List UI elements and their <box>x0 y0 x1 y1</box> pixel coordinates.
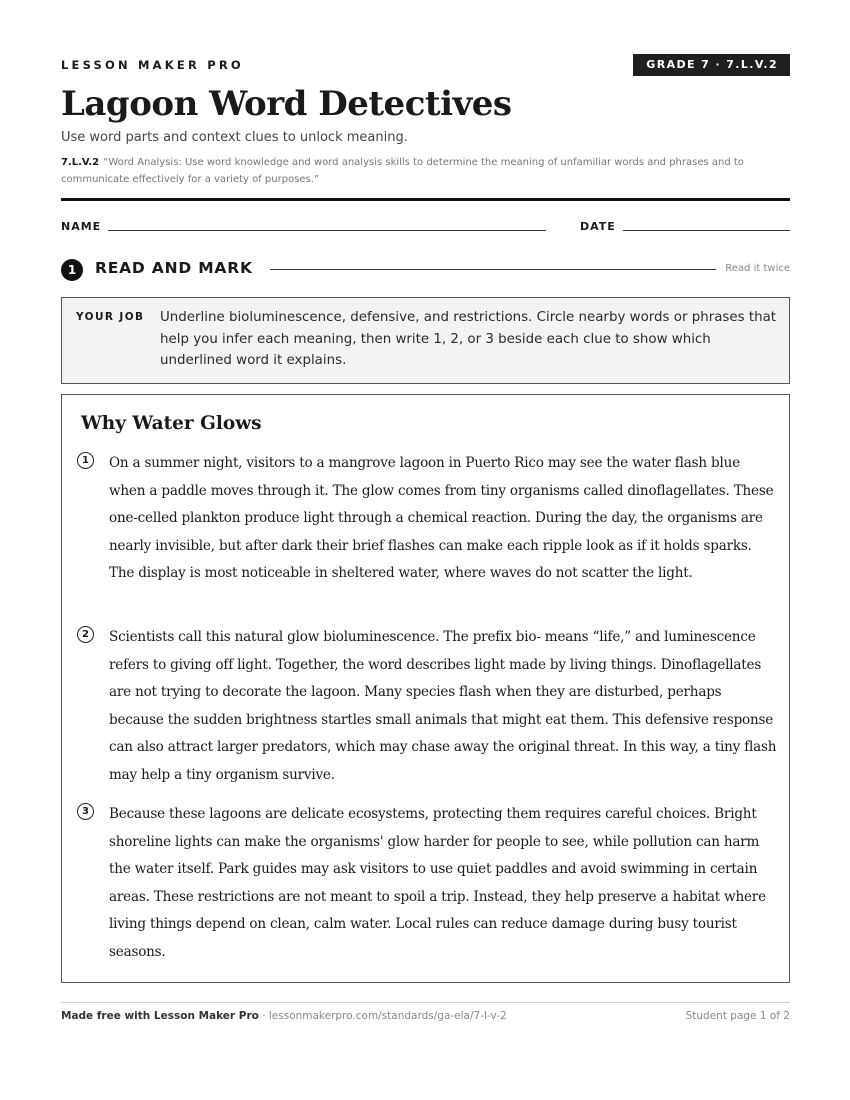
paragraph-number: 2 <box>77 626 94 643</box>
standard-text: “Word Analysis: Use word knowledge and word analysis skills to determine the meaning of unfamiliar words and phrases and to communicate effectively for a variety of purposes.” <box>61 157 744 185</box>
paragraph-number: 1 <box>77 452 94 469</box>
section-title: READ AND MARK <box>95 259 253 277</box>
name-label: NAME <box>61 220 102 233</box>
section-note: Read it twice <box>725 263 790 274</box>
page-subtitle: Use word parts and context clues to unlock meaning. <box>61 130 408 145</box>
footer-credit <box>61 1010 507 1022</box>
standard-description <box>61 155 790 188</box>
worksheet-page <box>61 0 790 1100</box>
instructions-box <box>61 297 790 384</box>
name-field[interactable] <box>108 230 546 231</box>
section-divider <box>270 269 716 270</box>
reading-passage <box>61 394 790 983</box>
footer-brand: Made free with Lesson Maker Pro <box>61 1010 259 1022</box>
instructions-label: YOUR JOB <box>76 311 145 323</box>
passage-title: Why Water Glows <box>81 413 262 434</box>
page-indicator: Student page 1 of 2 <box>685 1010 790 1022</box>
header-divider <box>61 198 790 201</box>
page-title: Lagoon Word Detectives <box>61 84 512 124</box>
instructions-text: Underline bioluminescence, defensive, and restrictions. Circle nearby words or phrases that help you infer each meaning, then write 1, 2, or 3 beside each clue to show which underlined word it explains. <box>160 310 777 368</box>
brand-name: LESSON MAKER PRO <box>61 58 244 72</box>
date-label: DATE <box>580 220 616 233</box>
grade-badge: GRADE 7 · 7.L.V.2 <box>633 54 790 76</box>
footer-link[interactable]: · lessonmakerpro.com/standards/ga-ela/7-l-v-2 <box>258 1010 507 1022</box>
paragraph-text: Scientists call this natural glow bioluminescence. The prefix bio- means “life,” and luminescence refers to giving off light. Together, the word describes light made by living things. Dinoflagellates are not trying to decorate the lagoon. Many species flash when they are disturbed, perhaps because the sudden brightness startles small animals that might eat them. This defensive response can also attract larger predators, which may chase away the original threat. In this way, a tiny flash may help a tiny organism survive. <box>109 629 777 783</box>
date-field[interactable] <box>623 230 790 231</box>
standard-code: 7.L.V.2 <box>61 157 100 168</box>
paragraph-number: 3 <box>77 803 94 820</box>
paragraph-text: Because these lagoons are delicate ecosystems, protecting them requires careful choices. Bright shoreline lights can make the organisms' glow harder for people to see, while pollution can harm the water itself. Park guides may ask visitors to use quiet paddles and avoid swimming in certain areas. These restrictions are not meant to spoil a trip. Instead, they help preserve a habitat where living things depend on clean, calm water. Local rules can reduce damage during busy tourist seasons. <box>109 806 766 960</box>
section-number-badge: 1 <box>61 259 83 281</box>
footer-divider <box>61 1002 790 1003</box>
paragraph-text: On a summer night, visitors to a mangrove lagoon in Puerto Rico may see the water flash blue when a paddle moves through it. The glow comes from tiny organisms called dinoflagellates. These one-celled plankton produce light through a chemical reaction. During the day, the organisms are nearly invisible, but after dark their brief flashes can make each ripple look as if it holds sparks. The display is most noticeable in sheltered water, where waves do not scatter the light. <box>109 455 774 581</box>
